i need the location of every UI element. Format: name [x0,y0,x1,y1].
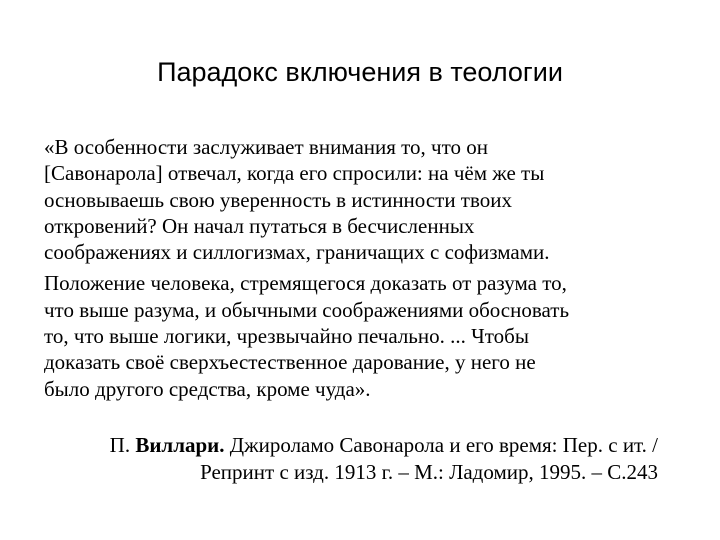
citation-line-1 [110,432,658,459]
quote-line: то, что выше логики, чрезвычайно печально. ... Чтобы [44,324,529,349]
citation-line-2: Репринт с изд. 1913 г. – М.: Ладомир, 1995. – С.243 [200,460,658,484]
quote-line: что выше разума, и обычными соображениями обосновать [44,297,570,322]
citation-work: Джироламо Савонарола и его время: Пер. с ит. / [229,433,658,457]
quote-line: «В особенности заслуживает внимания то, что он [44,135,489,159]
quote-paragraph-2 [44,270,684,401]
slide-title: Парадокс включения в теологии [157,57,563,87]
quote-line: соображениях и силлогизмах, граничащих с софизмами. [44,240,550,265]
quote-body [44,134,684,402]
quote-line: было другого средства, кроме чуда». [44,376,371,401]
quote-line: откровений? Он начал путаться в бесчисленных [44,213,475,238]
quote-line: Положение человека, стремящегося доказать от разума то, [44,271,567,296]
quote-paragraph-1 [44,134,684,265]
quote-line: основываешь свою уверенность в истинности твоих [44,187,512,212]
quote-line: [Савонарола] отвечал, когда его спросили: на чём же ты [44,161,545,186]
citation [110,432,658,486]
quote-line: доказать своё сверхъестественное дарование, у него не [44,350,536,375]
citation-initial: П. [109,433,131,457]
citation-author: Виллари. [135,433,225,457]
